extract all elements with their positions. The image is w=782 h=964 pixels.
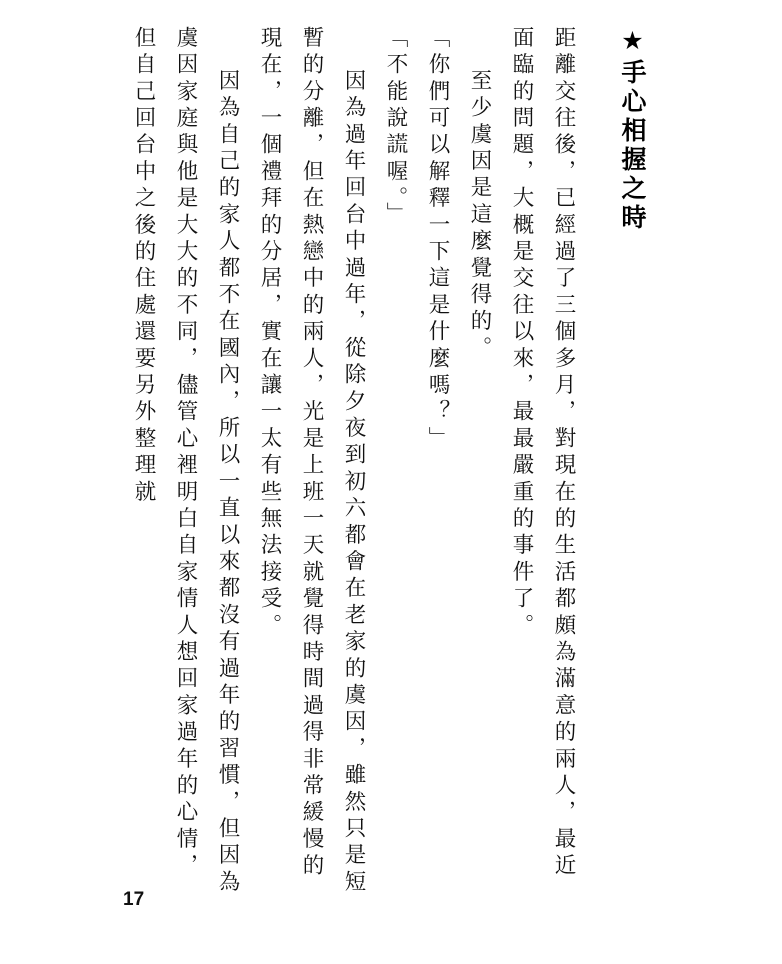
paragraph: 距離交往後，已經過了三個多月，對現在的生活都頗為滿意的兩人，最近面臨的問題，大概是交往以來，最最嚴重的事件了。 [509,26,576,881]
paragraph: 至少虞因是這麼覺得的。 [467,69,492,363]
paragraph: 因為自己的家人都不在國內，所以一直以來都沒有過年的習慣，但因為虞因家庭與他是大大的不同，儘管心裡明白自家情人想回家過年的心情，但自己回台中之後的住處還要另外整理就 [131,26,240,897]
vertical-body-text [122,26,584,906]
paragraph: 因為過年回台中過年，從除夕夜到初六都會在老家的虞因，雖然只是短暫的分離，但在熱戀中的兩人，光是上班一天就覺得時間過得非常緩慢的現在，一個禮拜的分居，實在讓一太有些無法接受。 [257,26,366,897]
dialogue-line: 「不能說謊喔。」 [383,26,408,229]
dialogue-line: 「你們可以解釋一下這是什麼嗎？」 [425,26,450,454]
page-number: 17 [123,889,145,910]
chapter-title: ★手心相握之時 [618,26,647,233]
